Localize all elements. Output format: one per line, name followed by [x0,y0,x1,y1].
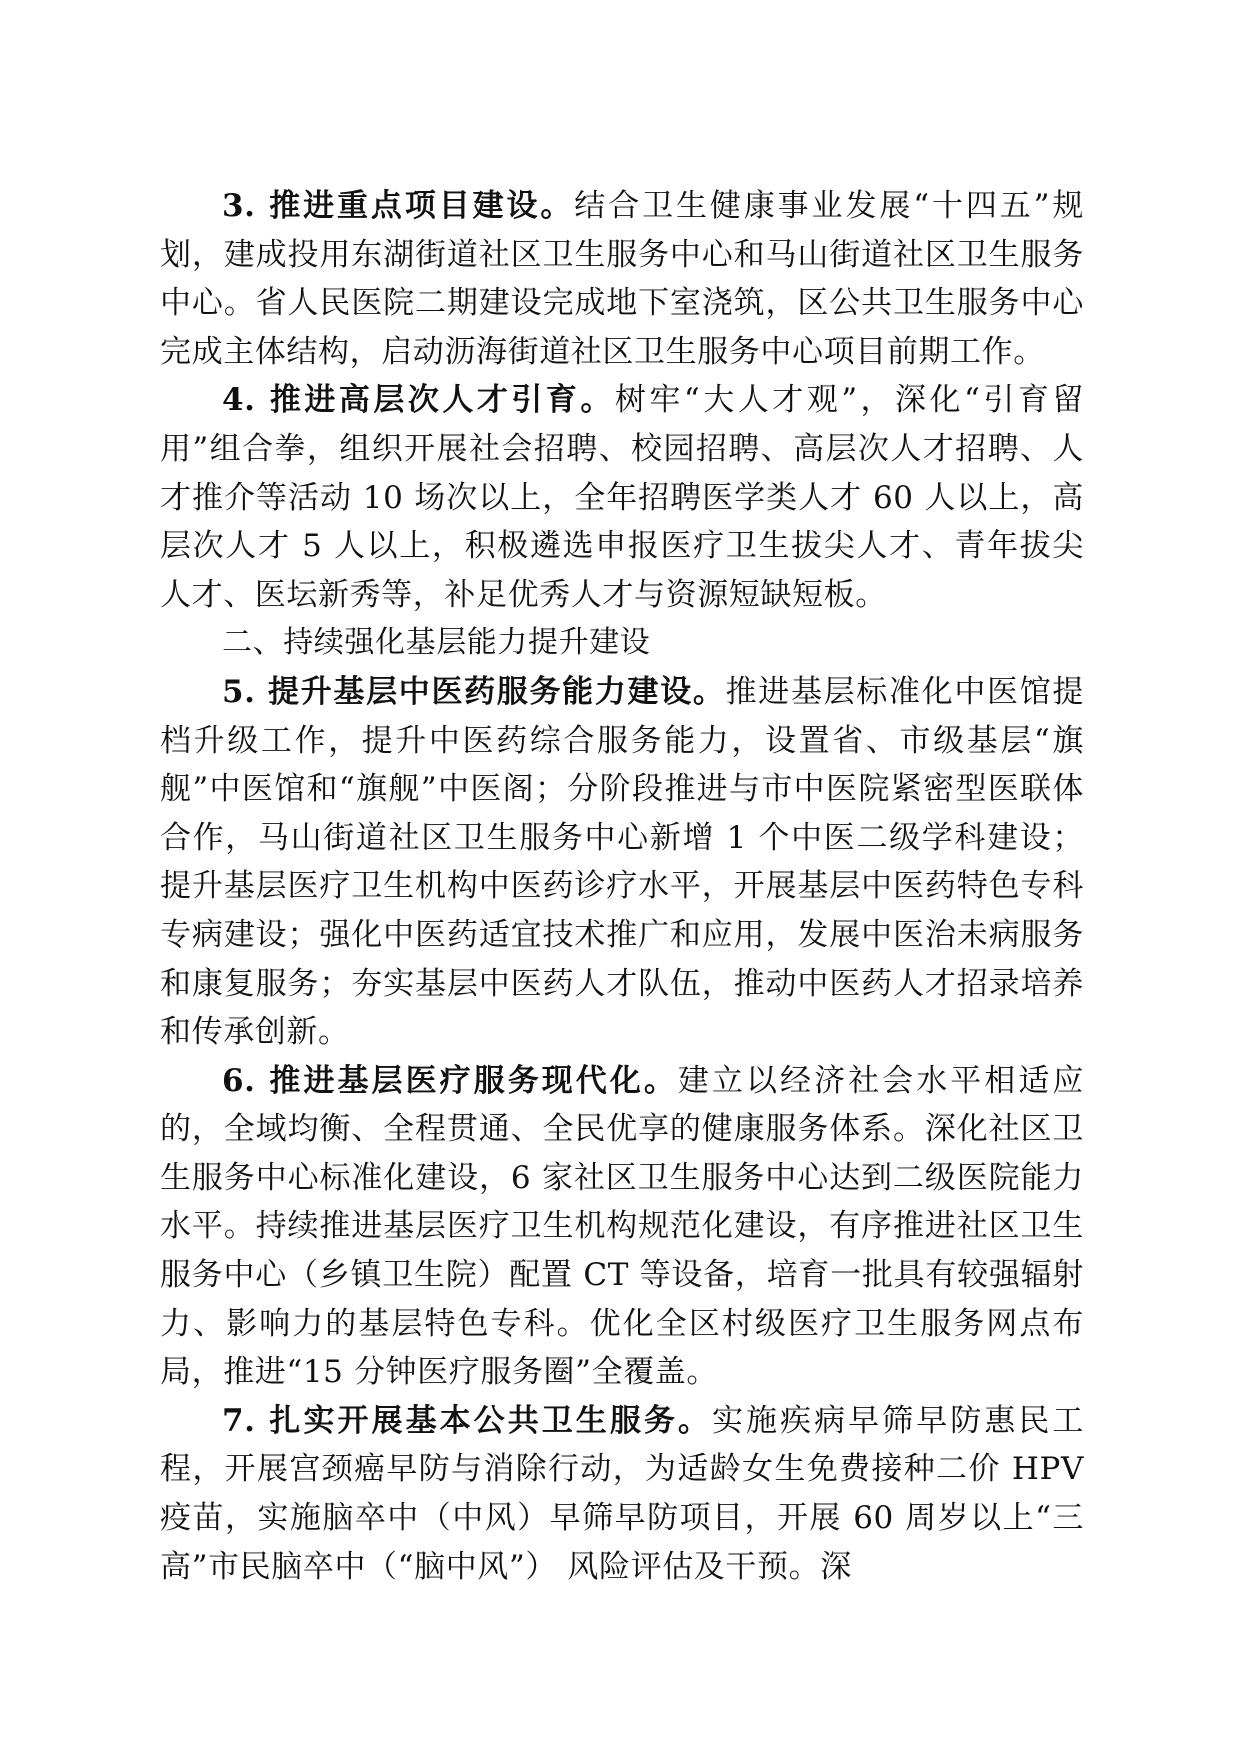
paragraph-lead: 4. 推进高层次人才引育。 [222,382,615,419]
section-heading: 二、持续强化基层能力提升建设 [222,625,651,661]
paragraph-text: 实施疾病早筛早防惠民工程，开展宫颈癌早防与消除行动，为适龄女生免费接种二价 HPV 疫苗，实施脑卒中（中风）早筛早防项目，开展 60 周岁以上“三高”市民脑卒中（“脑中风”） 风险评估及干预。深 [160,1402,1084,1585]
paragraph-lead: 6. 推进基层医疗服务现代化。 [222,1062,678,1099]
paragraph-lead: 3. 推进重点项目建设。 [222,188,575,224]
paragraph-text: 推进基层标准化中医馆提档升级工作，提升中医药综合服务能力，设置省、市级基层“旗舰”中医馆和“旗舰”中医阁；分阶段推进与市中医院紧密型医联体合作，马山街道社区卫生服务中心新增 1 个中医二级学科建设；提升基层医疗卫生机构中医药诊疗水平，开展基层中医药特色专科专病建设；强化中医药适宜技术推广和应用，发展中医治未病服务和康复服务；夯实基层中医药人才队伍，推动中医药人才招录培养和传承创新。 [160,673,1084,1051]
paragraph-text: 结合卫生健康事业发展“十四五”规划，建成投用东湖街道社区卫生服务中心和马山街道社区卫生服务中心。省人民医院二期建设完成地下室浇筑，区公共卫生服务中心完成主体结构，启动沥海街道社区卫生服务中心项目前期工作。 [160,188,1084,370]
document-body [160,182,1084,1591]
paragraph-lead: 7. 扎实开展基本公共卫生服务。 [222,1402,712,1439]
paragraph-5-tcm-services [160,668,1084,1057]
paragraph-7-public-health [160,1397,1084,1591]
paragraph-6-modernization [160,1057,1084,1397]
paragraph-4-talent [160,376,1084,619]
paragraph-text: 树牢“大人才观”，深化“引育留用”组合拳，组织开展社会招聘、校园招聘、高层次人才招聘、人才推介等活动 10 场次以上，全年招聘医学类人才 60 人以上，高层次人才 5 人以上，积极遴选申报医疗卫生拔尖人才、青年拔尖人才、医坛新秀等，补足优秀人才与资源短缺短板。 [160,382,1084,613]
paragraph-3-key-projects [160,182,1084,376]
paragraph-lead: 5. 提升基层中医药服务能力建设。 [222,673,726,710]
paragraph-text: 建立以经济社会水平相适应的，全域均衡、全程贯通、全民优享的健康服务体系。深化社区卫生服务中心标准化建设，6 家社区卫生服务中心达到二级医院能力水平。持续推进基层医疗卫生机构规范化建设，有序推进社区卫生服务中心（乡镇卫生院）配置 CT 等设备，培育一批具有较强辐射力、影响力的基层特色专科。优化全区村级医疗卫生服务网点布局，推进“15 分钟医疗服务圈”全覆盖。 [160,1062,1084,1391]
